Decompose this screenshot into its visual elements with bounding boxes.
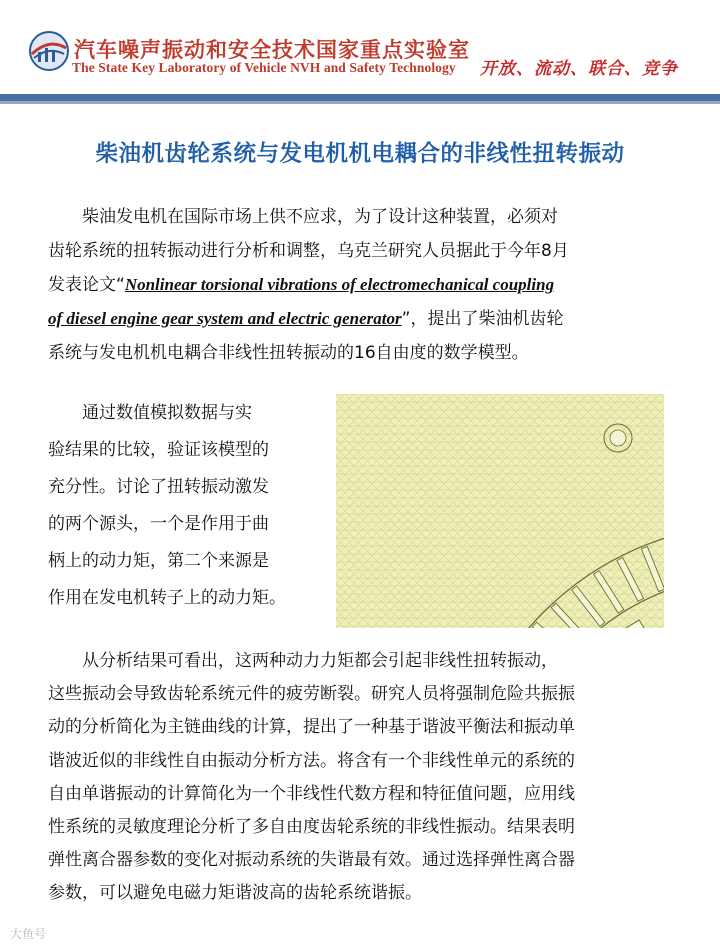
text-line: 动的分析简化为主链曲线的计算，提出了一种基于谐波平衡法和振动单 — [48, 717, 575, 738]
text-line: 参数，可以避免电磁力矩谐波高的齿轮系统谐振。 — [48, 883, 422, 904]
text-fragment: 发表论文“ — [48, 275, 125, 295]
lab-slogan: 开放、流动、联合、竞争 — [480, 59, 678, 79]
text-line: 作用在发电机转子上的动力矩。 — [48, 588, 286, 608]
watermark: 大鱼号 — [10, 927, 47, 941]
text-line: 性系统的灵敏度理论分析了多自由度齿轮系统的非线性振动。结果表明 — [48, 816, 575, 837]
header-rule — [0, 94, 720, 101]
paper-title-link[interactable]: of diesel engine gear system and electric generator — [48, 309, 402, 328]
text-line — [48, 268, 674, 302]
header-rule-shadow — [0, 101, 720, 104]
page-header — [0, 0, 720, 95]
text-line: 这些振动会导致齿轮系统元件的疲劳断裂。研究人员将强制危险共振振 — [48, 684, 575, 705]
paragraph-intro — [48, 200, 674, 370]
text-line: 柴油发电机在国际市场上供不应求，为了设计这种装置，必须对 — [48, 207, 558, 227]
text-line: 谐波近似的非线性自由振动分析方法。将含有一个非线性单元的系统的 — [48, 750, 575, 771]
finite-element-mesh-figure — [336, 394, 664, 628]
text-line: 自由单谐振动的计算简化为一个非线性代数方程和特征值问题，应用线 — [48, 783, 575, 804]
text-line: 充分性。讨论了扭转振动激发 — [48, 477, 269, 497]
text-line: 柄上的动力矩，第二个来源是 — [48, 551, 269, 571]
text-line: 齿轮系统的扭转振动进行分析和调整，乌克兰研究人员据此于今年8月 — [48, 241, 569, 261]
text-line: 通过数值模拟数据与实 — [48, 403, 252, 423]
text-fragment: ”，提出了柴油机齿轮 — [401, 309, 564, 329]
paragraph-validation — [48, 395, 316, 617]
lab-name-cn: 汽车噪声振动和安全技术国家重点实验室 — [74, 38, 470, 62]
paragraph-results — [48, 645, 678, 911]
text-line: 弹性离合器参数的变化对振动系统的失谐最有效。通过选择弹性离合器 — [48, 850, 575, 871]
lab-logo-icon — [28, 30, 70, 72]
text-line: 从分析结果可看出，这两种动力力矩都会引起非线性扭转振动， — [48, 651, 558, 671]
text-line: 系统与发电机机电耦合非线性扭转振动的16自由度的数学模型。 — [48, 343, 529, 363]
article-title: 柴油机齿轮系统与发电机机电耦合的非线性扭转振动 — [95, 141, 625, 167]
text-line — [48, 302, 674, 336]
lab-name-en: The State Key Laboratory of Vehicle NVH and Safety Technology — [72, 60, 456, 75]
text-line: 验结果的比较，验证该模型的 — [48, 440, 269, 460]
text-line: 的两个源头，一个是作用于曲 — [48, 514, 269, 534]
paper-title-link[interactable]: Nonlinear torsional vibrations of electromechanical coupling — [124, 275, 555, 294]
